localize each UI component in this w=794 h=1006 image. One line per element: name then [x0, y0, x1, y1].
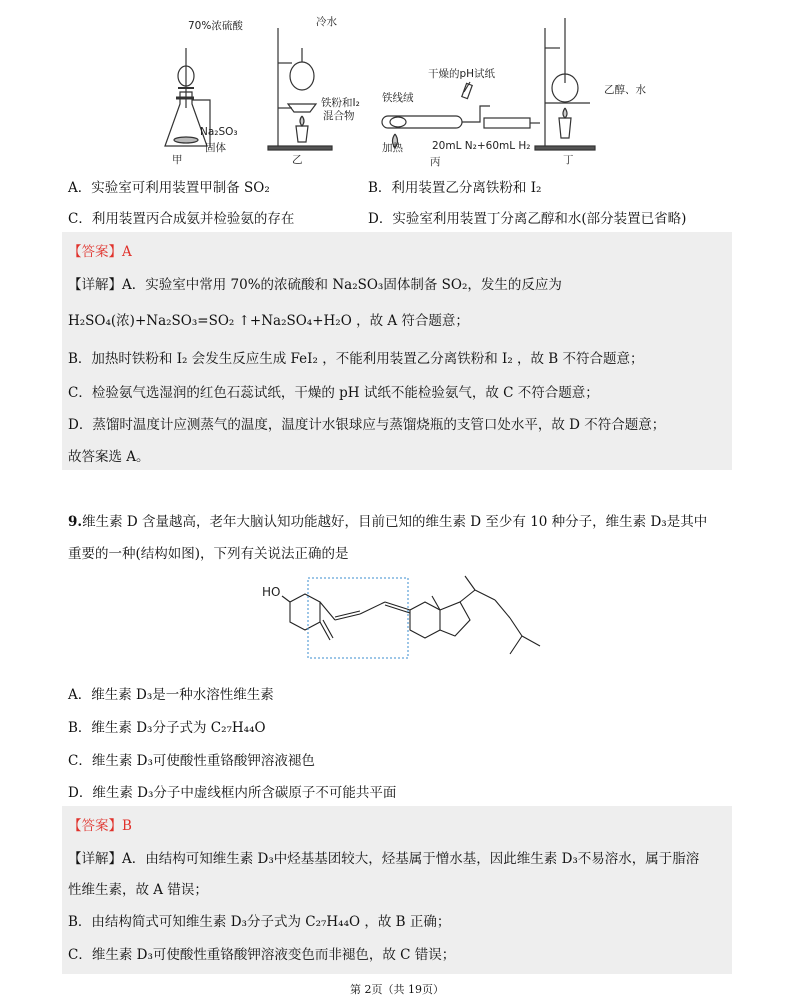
q8-answer-tag: 【答案】A: [68, 244, 132, 260]
ding-liquid-label: 乙醇、水: [604, 84, 646, 96]
q8-option-a: A．实验室可利用装置甲制备 SO₂: [68, 180, 270, 196]
jia-solid-label-2: 固体: [205, 142, 226, 154]
dashed-box: [308, 578, 408, 658]
q9-option-a: A．维生素 D₃是一种水溶性维生素: [68, 687, 274, 703]
q9-detail-3: B．由结构简式可知维生素 D₃分子式为 C₂₇H₄₄O ，故 B 正确；: [68, 914, 451, 930]
q8-detail-3: B．加热时铁粉和 I₂ 会发生反应生成 FeI₂ ，不能利用装置乙分离铁粉和 I₂ ，故 B 不符合题意；: [68, 351, 644, 367]
q9-answer-tag: 【答案】B: [68, 818, 132, 834]
jia-label: 甲: [172, 154, 183, 166]
q9-option-b: B．维生素 D₃分子式为 C₂₇H₄₄O: [68, 720, 266, 736]
ding-label: 丁: [563, 154, 574, 166]
q9-option-c: C．维生素 D₃可使酸性重铬酸钾溶液褪色: [68, 753, 315, 769]
ho-label: HO: [262, 585, 281, 599]
q9-stem-1: 维生素 D 含量越高，老年大脑认知功能越好，目前已知的维生素 D 至少有 10 种分子，维生素 D₃是其中: [82, 514, 708, 530]
jia-solid-label-1: Na₂SO₃: [200, 126, 238, 138]
q8-detail-4: C．检验氨气选湿润的红色石蕊试纸，干燥的 pH 试纸不能检验氨气，故 C 不符合题意；: [68, 385, 599, 401]
q9-stem-2: 重要的一种(结构如图)，下列有关说法正确的是: [68, 546, 349, 562]
q8-option-b: B．利用装置乙分离铁粉和 I₂: [368, 180, 542, 196]
vitamin-d3-structure: [260, 572, 550, 672]
q8-detail-6: 故答案选 A。: [68, 449, 150, 465]
q9-detail-4: C．维生素 D₃可使酸性重铬酸钾溶液变色而非褪色，故 C 错误；: [68, 947, 456, 963]
apparatus-yi-icon: [268, 28, 332, 150]
bing-wool-label: 铁线绒: [382, 92, 414, 104]
jia-acid-label: 70%浓硫酸: [188, 20, 243, 32]
yi-mix-label-2: 混合物: [323, 110, 355, 122]
yi-mix-label-1: 铁粉和I₂: [321, 97, 360, 109]
q8-detail-5: D．蒸馏时温度计应测蒸气的温度，温度计水银球应与蒸馏烧瓶的支管口处水平，故 D 不符合题意；: [68, 417, 666, 433]
page-footer: 第 2页（共 19页）: [350, 983, 444, 996]
q9-number: 9.: [68, 514, 83, 530]
q8-option-d: D．实验室利用装置丁分离乙醇和水(部分装置已省略): [368, 211, 687, 227]
q8-detail-1: 【详解】A．实验室中常用 70%的浓硫酸和 Na₂SO₃固体制备 SO₂，发生的反应为: [68, 277, 562, 293]
yi-cold-water-label: 冷水: [316, 16, 337, 28]
bing-label: 丙: [430, 156, 441, 168]
apparatus-ding-icon: [535, 18, 595, 150]
bing-ph-label: 干燥的pH试纸: [428, 68, 496, 80]
q8-detail-2: H₂SO₄(浓)+Na₂SO₃=SO₂ ↑+Na₂SO₄+H₂O ，故 A 符合题意；: [68, 313, 469, 329]
bing-gas-label: 20mL N₂+60mL H₂: [432, 140, 531, 152]
yi-label: 乙: [292, 154, 303, 166]
q9-detail-2: 性维生素，故 A 错误；: [68, 882, 208, 898]
q9-detail-1: 【详解】A．由结构可知维生素 D₃中烃基基团较大，烃基属于憎水基，因此维生素 D₃不易溶水，属于脂溶: [68, 851, 700, 867]
q9-stem-line-1: [68, 510, 707, 530]
q8-option-c: C．利用装置丙合成氨并检验氨的存在: [68, 211, 295, 227]
q9-option-d: D．维生素 D₃分子中虚线框内所含碳原子不可能共平面: [68, 785, 397, 801]
bing-heat-label: 加热: [382, 142, 403, 154]
